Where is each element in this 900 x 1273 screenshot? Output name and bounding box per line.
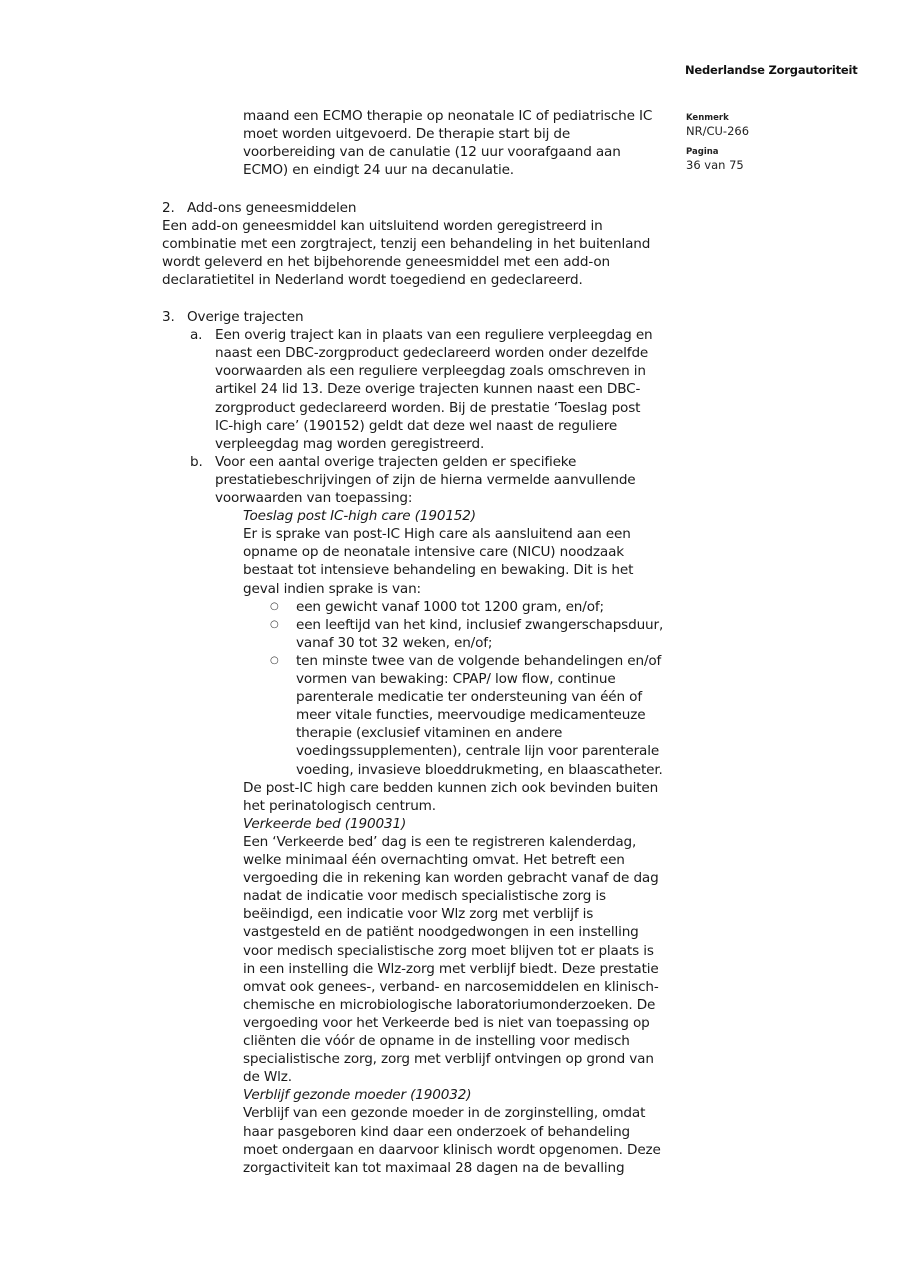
bullet-circle-icon: ○ [270,618,279,630]
item-b-line: prestatiebeschrijvingen of zijn de hierna vermelde aanvullende [215,471,636,488]
kenmerk-label: Kenmerk [686,113,729,123]
gezonde-moeder-line: haar pasgeboren kind daar een onderzoek of behandeling [243,1123,631,1140]
verkeerde-bed-line: vergoeding die in rekening kan worden gebracht vanaf de dag [243,870,659,887]
subheading-gezonde-moeder: Verblijf gezonde moeder (190032) [243,1087,472,1104]
bullet-item-line: parenterale medicatie ter ondersteuning van één of [296,689,642,706]
bullet-item-line: vanaf 30 tot 32 weken, en/of; [296,634,493,651]
intro-line: voorbereiding van de canulatie (12 uur voorafgaand aan [243,144,621,161]
verkeerde-bed-line: Een ‘Verkeerde bed’ dag is een te registreren kalenderdag, [243,833,637,850]
item-a-line: voorwaarden als een reguliere verpleegdag zoals omschreven in [215,363,646,380]
document-meta [686,112,749,180]
item-a-line: artikel 24 lid 13. Deze overige trajecten kunnen naast een DBC- [215,381,641,398]
kenmerk-value: NR/CU-266 [686,124,750,138]
bullet-item-line: een gewicht vanaf 1000 tot 1200 gram, en/of; [296,598,604,615]
item-a-line: zorgproduct gedeclareerd worden. Bij de prestatie ‘Toeslag post [215,399,641,416]
subheading-toeslag: Toeslag post IC-high care (190152) [243,508,476,525]
bullet-circle-icon: ○ [270,654,279,666]
toeslag-line: Er is sprake van post-IC High care als aansluitend aan een [243,526,631,543]
bullet-item-line: voedingssupplementen), centrale lijn voor parenterale [296,743,660,760]
intro-line: moet worden uitgevoerd. De therapie start bij de [243,126,571,143]
bullet-item-line: vormen van bewaking: CPAP/ low flow, continue [296,671,616,687]
verkeerde-bed-line: vergoeding voor het Verkeerde bed is niet van toepassing op [243,1014,650,1031]
list-marker: a. [190,327,203,344]
verkeerde-bed-line: chemische en microbiologische laboratoriumonderzoeken. De [243,996,656,1013]
section-number: 3. [162,309,175,325]
paragraph-line: declaratietitel in Nederland wordt toegediend en gedeclareerd. [162,272,583,289]
verkeerde-bed-line: cliënten die vóór de opname in de instelling voor medisch [243,1033,630,1049]
subheading-verkeerde-bed: Verkeerde bed (190031) [243,815,407,832]
item-a-line: IC-high care’ (190152) geldt dat deze wel naast de reguliere [215,417,618,434]
verkeerde-bed-line: in een instelling die Wlz-zorg met verblijf biedt. Deze prestatie [243,960,659,977]
toeslag-line: bestaat tot intensieve behandeling en bewaking. Dit is het [243,562,634,579]
section-number: 2. [162,200,175,216]
section-title: Overige trajecten [187,309,304,325]
gezonde-moeder-line: zorgactiviteit kan tot maximaal 28 dagen na de bevalling [243,1159,625,1176]
bullet-item-line: ten minste twee van de volgende behandelingen en/of [296,652,662,669]
verkeerde-bed-line: omvat ook genees-, verband- en narcosemiddelen en klinisch- [243,978,659,995]
bullet-item-line: meer vitale functies, meervoudige medicamenteuze [296,707,646,724]
verkeerde-bed-line: welke minimaal één overnachting omvat. Het betreft een [243,852,625,868]
item-b-line: voorwaarden van toepassing: [215,490,413,506]
gezonde-moeder-line: moet ondergaan en daarvoor klinisch wordt opgenomen. Deze [243,1141,661,1158]
intro-line: maand een ECMO therapie op neonatale IC of pediatrische IC [243,108,653,124]
verkeerde-bed-line: voor medisch specialistische zorg moet blijven tot er plaats is [243,942,654,959]
paragraph-line: combinatie met een zorgtraject, tenzij een behandeling in het buitenland [162,236,651,253]
toeslag-line: geval indien sprake is van: [243,580,421,597]
verkeerde-bed-line: vastgesteld en de patiënt noodgedwongen in een instelling [243,924,639,941]
gezonde-moeder-line: Verblijf van een gezonde moeder in de zorginstelling, omdat [243,1105,646,1122]
bullet-item-line: voeding, invasieve bloeddrukmeting, en blaascatheter. [296,761,663,778]
verkeerde-bed-line: specialistische zorg, zorg met verblijf ontvingen op grond van [243,1051,654,1068]
pagina-value: 36 van 75 [686,158,744,172]
bullet-item-line: therapie (exclusief vitaminen en andere [296,725,563,742]
list-marker: b. [190,453,203,470]
toeslag-line: opname op de neonatale intensive care (NICU) noodzaak [243,544,624,561]
verkeerde-bed-line: nadat de indicatie voor medisch specialistische zorg is [243,888,606,905]
bullet-circle-icon: ○ [270,600,279,612]
item-a-line: naast een DBC-zorgproduct gedeclareerd worden onder dezelfde [215,345,649,362]
intro-line: ECMO) en eindigt 24 uur na decanulatie. [243,162,514,179]
item-b-line: Voor een aantal overige trajecten gelden er specifieke [215,453,577,470]
section-title: Add-ons geneesmiddelen [187,200,357,216]
item-a-line: Een overig traject kan in plaats van een reguliere verpleegdag en [215,327,653,344]
organization-name: Nederlandse Zorgautoriteit [685,63,858,77]
paragraph-line: Een add-on geneesmiddel kan uitsluitend worden geregistreerd in [162,218,603,235]
item-a-line: verpleegdag mag worden geregistreerd. [215,435,485,452]
toeslag-note-line: De post-IC high care bedden kunnen zich ook bevinden buiten [243,779,659,796]
toeslag-note-line: het perinatologisch centrum. [243,797,436,814]
verkeerde-bed-line: de Wlz. [243,1069,292,1086]
pagina-label: Pagina [686,147,719,157]
verkeerde-bed-line: beëindigd, een indicatie voor Wlz zorg met verblijf is [243,906,594,923]
paragraph-line: wordt geleverd en het bijbehorende geneesmiddel met een add-on [162,254,610,271]
bullet-item-line: een leeftijd van het kind, inclusief zwangerschapsduur, [296,616,664,633]
